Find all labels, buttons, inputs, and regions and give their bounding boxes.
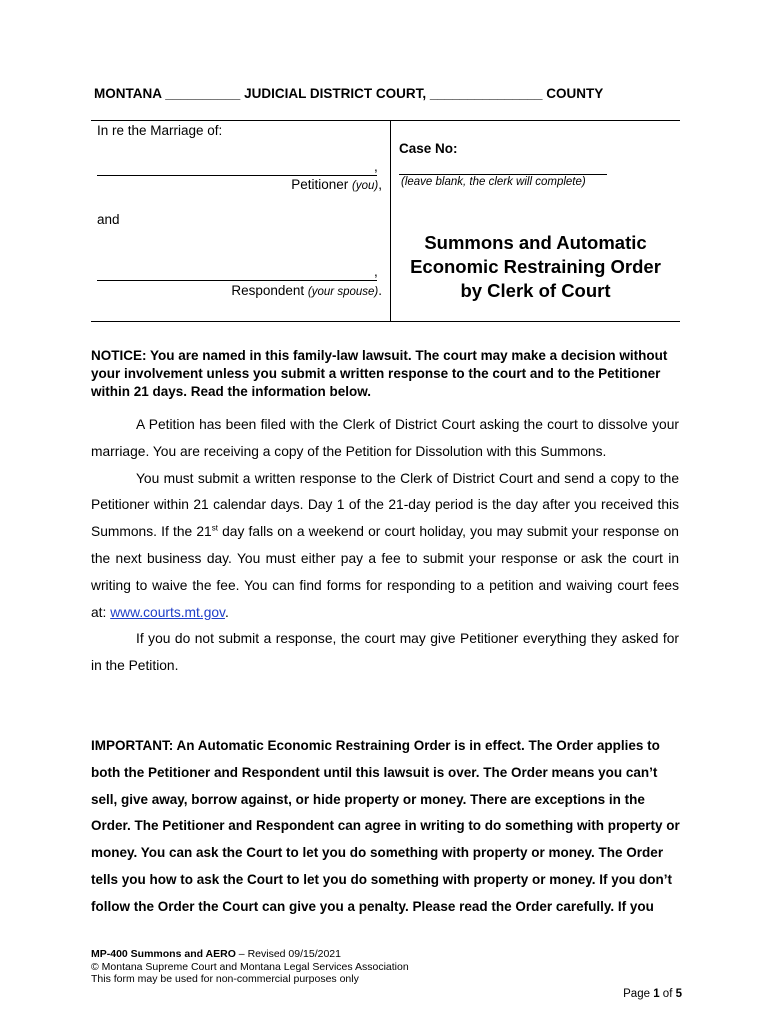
copyright-line: © Montana Supreme Court and Montana Legal Services Association	[91, 960, 409, 973]
petitioner-note: (you)	[352, 180, 379, 192]
document-title	[391, 231, 680, 303]
respondent-label: Respondent (your spouse).	[231, 283, 382, 298]
title-line-2: Economic Restraining Order	[410, 256, 661, 277]
respondent-name-line	[97, 280, 377, 281]
courts-website-link[interactable]: www.courts.mt.gov	[110, 604, 225, 620]
usage-line: This form may be used for non-commercial purposes only	[91, 973, 359, 985]
case-number-note: (leave blank, the clerk will complete)	[401, 176, 586, 188]
petitioner-label: Petitioner (you),	[291, 177, 382, 192]
respondent-note: (your spouse)	[307, 286, 379, 298]
marriage-label: In re the Marriage of:	[97, 123, 223, 138]
no-response-paragraph: If you do not submit a response, the court may give Petitioner everything they asked for in the Petition.	[91, 631, 679, 674]
title-line-1: Summons and Automatic	[424, 232, 647, 253]
response-deadline-paragraph: You must submit a written response to the Clerk of District Court and send a copy to the Petitioner within 21 calendar days. Day 1 of the 21-day period is the day after you received this Summons. If the 21st day falls on a weekend or court holiday, you may submit your response on the next business day. You must either pay a fee to submit your response or ask the court in writing to waive the fee. You can find forms for responding to a petition and waiving court fees at: www.courts.mt.gov.	[91, 470, 679, 620]
case-number-label: Case No:	[399, 141, 458, 156]
petitioner-name-line	[97, 175, 377, 176]
form-id: MP-400 Summons and AERO	[91, 948, 236, 960]
respondent-comma: ,	[374, 264, 378, 279]
parties-column	[91, 121, 390, 321]
petitioner-comma: ,	[374, 159, 378, 174]
case-caption	[91, 120, 680, 322]
important-paragraph: IMPORTANT: An Automatic Economic Restraining Order is in effect. The Order applies to both the Petitioner and Respondent until this lawsuit is over. The Order means you can’t sell, give away, borrow against, or hide property or money. There are exceptions in the Order. The Petitioner and Respondent can agree in writing to do something with property or money. You can ask the Court to let you do something with property or money. The Order tells you how to ask the Court to let you do something with property or money. If you don’t follow the Order the Court can give you a penalty. Please read the Order carefully. If you	[91, 738, 680, 914]
form-id-line	[91, 948, 591, 961]
case-number-line	[399, 174, 607, 175]
court-header: MONTANA __________ JUDICIAL DISTRICT COURT, _______________ COUNTY	[94, 86, 604, 101]
petition-filed-paragraph: A Petition has been filed with the Clerk of District Court asking the court to dissolve your marriage. You are receiving a copy of the Petition for Dissolution with this Summons.	[91, 417, 679, 459]
form-footer	[91, 948, 591, 986]
case-column	[391, 121, 680, 321]
summons-body	[91, 412, 679, 680]
page-number: Page 1 of 5	[623, 988, 682, 1000]
and-label: and	[97, 212, 120, 227]
title-line-3: by Clerk of Court	[460, 280, 611, 301]
notice-paragraph: NOTICE: You are named in this family-law lawsuit. The court may make a decision without your involvement unless you submit a written response to the court and to the Petitioner within 21 days. Read the information below.	[91, 348, 668, 399]
revision-date: – Revised 09/15/2021	[235, 948, 341, 960]
